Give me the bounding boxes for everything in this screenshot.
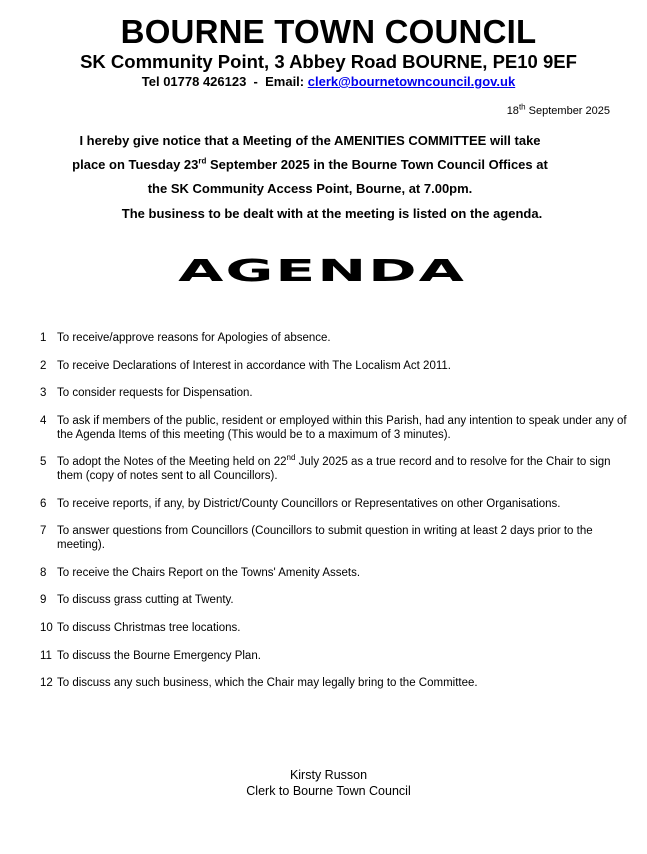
notice-line-3: the SK Community Access Point, Bourne, at 7.00pm. — [147, 181, 473, 196]
agenda-item-text: To discuss grass cutting at Twenty. — [57, 594, 234, 606]
notice-line-2-start: place on Tuesday 23 — [72, 157, 199, 172]
signatory-name: Kirsty Russon — [289, 768, 368, 782]
agenda-item-number: 9 — [40, 594, 47, 606]
date-month-year: September 2025 — [525, 105, 610, 117]
agenda-item-number: 4 — [40, 415, 47, 427]
agenda-item-text-end: July 2025 as a true record and to resolve for the Chair to sign them (copy of notes sent to all Councillors). — [57, 456, 611, 482]
agenda-item-text-suffix: nd — [286, 453, 296, 463]
agenda-item-text: To discuss the Bourne Emergency Plan. — [57, 650, 261, 662]
agenda-item-number: 8 — [40, 567, 47, 579]
notice-line-1: I hereby give notice that a Meeting of the AMENITIES COMMITTEE will take — [79, 133, 541, 148]
agenda-item-text: To ask if members of the public, resident or employed within this Parish, had any intention to speak under any of the Agenda Items of this meeting (This would be to a maximum of 3 minutes). — [57, 415, 627, 441]
notice-line-2-end: September 2025 in the Bourne Town Council Offices at — [206, 157, 548, 172]
agenda-item-number: 5 — [40, 456, 47, 468]
agenda-item-number: 3 — [40, 387, 47, 399]
date-day: 18 — [506, 105, 519, 117]
notice-line-2-suffix: rd — [198, 156, 207, 166]
agenda-item-number: 6 — [40, 498, 47, 510]
agenda-item-number: 1 — [40, 332, 47, 344]
agenda-item-number: 11 — [40, 650, 52, 662]
contact-line — [0, 74, 647, 90]
agenda-item-text: To receive reports, if any, by District/County Councillors or Representatives on other Organisations. — [57, 498, 561, 510]
council-address: SK Community Point, 3 Abbey Road BOURNE, PE10 9EF — [80, 51, 577, 72]
telephone-label: Tel 01778 426123 - Email: — [141, 74, 308, 89]
agenda-item-text: To consider requests for Dispensation. — [57, 387, 253, 399]
notice-line-2 — [0, 157, 620, 173]
date-day-suffix: th — [518, 102, 526, 112]
agenda-item-number: 7 — [40, 525, 47, 537]
notice-line-4: The business to be dealt with at the meeting is listed on the agenda. — [121, 206, 543, 221]
agenda-item-text: To answer questions from Councillors (Councillors to submit question in writing at least 2 days prior to the meeting). — [57, 525, 593, 551]
email-link[interactable]: clerk@bournetowncouncil.gov.uk — [307, 74, 516, 89]
agenda-item-text — [57, 453, 627, 483]
agenda-item-text: To receive/approve reasons for Apologies of absence. — [57, 332, 331, 344]
agenda-item-text: To receive Declarations of Interest in accordance with The Localism Act 2011. — [57, 360, 451, 372]
council-name-heading: BOURNE TOWN COUNCIL — [120, 13, 537, 50]
signatory-title: Clerk to Bourne Town Council — [246, 784, 411, 798]
agenda-item-text-start: To adopt the Notes of the Meeting held on 22 — [57, 456, 287, 468]
agenda-item-text: To receive the Chairs Report on the Towns' Amenity Assets. — [57, 567, 361, 579]
agenda-item-number: 10 — [40, 622, 53, 634]
agenda-item-number: 12 — [40, 677, 53, 689]
letter-date — [507, 104, 610, 118]
agenda-item-text: To discuss any such business, which the Chair may legally bring to the Committee. — [57, 677, 478, 689]
agenda-item-number: 2 — [40, 360, 47, 372]
agenda-item-text: To discuss Christmas tree locations. — [57, 622, 241, 634]
agenda-title: AGENDA — [178, 254, 466, 289]
